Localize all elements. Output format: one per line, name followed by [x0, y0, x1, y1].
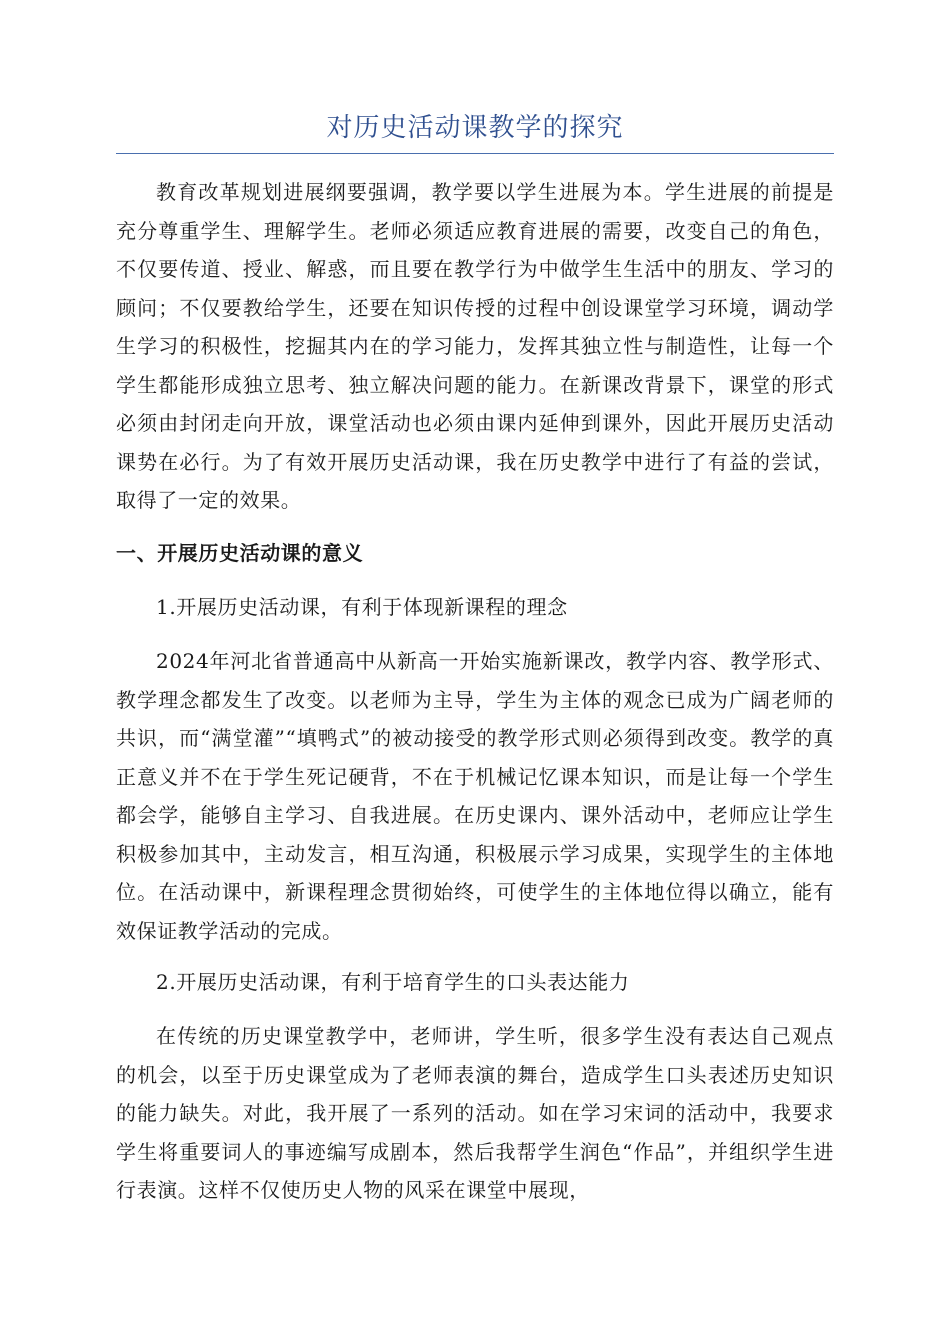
subsection-heading-1: 1.开展历史活动课，有利于体现新课程的理念	[156, 595, 568, 619]
section-heading: 一、开展历史活动课的意义	[116, 541, 364, 565]
subsection-body-2: 在传统的历史课堂教学中，老师讲，学生听，很多学生没有表达自己观点的机会，以至于历史课堂成为了老师表演的舞台，造成学生口头表述历史知识的能力缺失。对此，我开展了一系列的活动。如在学习宋词的活动中，我要求学生将重要词人的事迹编写成剧本，然后我帮学生润色“作品”，并组织学生进行表演。这样不仅使历史人物的风采在课堂中展现，	[116, 1024, 834, 1202]
title-underline	[116, 153, 834, 154]
subsection-body-1: 2024年河北省普通高中从新高一开始实施新课改，教学内容、教学形式、教学理念都发生了改变。以老师为主导，学生为主体的观念已成为广阔老师的共识，而“满堂灌”“填鸭式”的被动接受的教学形式则必须得到改变。教学的真正意义并不在于学生死记硬背，不在于机械记忆课本知识，而是让每一个学生都会学，能够自主学习、自我进展。在历史课内、课外活动中，老师应让学生积极参加其中，主动发言，相互沟通，积极展示学习成果，实现学生的主体地位。在活动课中，新课程理念贯彻始终，可使学生的主体地位得以确立，能有效保证教学活动的完成。	[116, 649, 834, 943]
intro-paragraph: 教育改革规划进展纲要强调，教学要以学生进展为本。学生进展的前提是充分尊重学生、理解学生。老师必须适应教育进展的需要，改变自己的角色，不仅要传道、授业、解惑，而且要在教学行为中做学生生活中的朋友、学习的顾问；不仅要教给学生，还要在知识传授的过程中创设课堂学习环境，调动学生学习的积极性，挖掘其内在的学习能力，发挥其独立性与制造性，让每一个学生都能形成独立思考、独立解决问题的能力。在新课改背景下，课堂的形式必须由封闭走向开放，课堂活动也必须由课内延伸到课外，因此开展历史活动课势在必行。为了有效开展历史活动课，我在历史教学中进行了有益的尝试，取得了一定的效果。	[116, 180, 834, 512]
document-title: 对历史活动课教学的探究	[326, 113, 624, 143]
subsection-heading-2: 2.开展历史活动课，有利于培育学生的口头表达能力	[156, 970, 630, 994]
